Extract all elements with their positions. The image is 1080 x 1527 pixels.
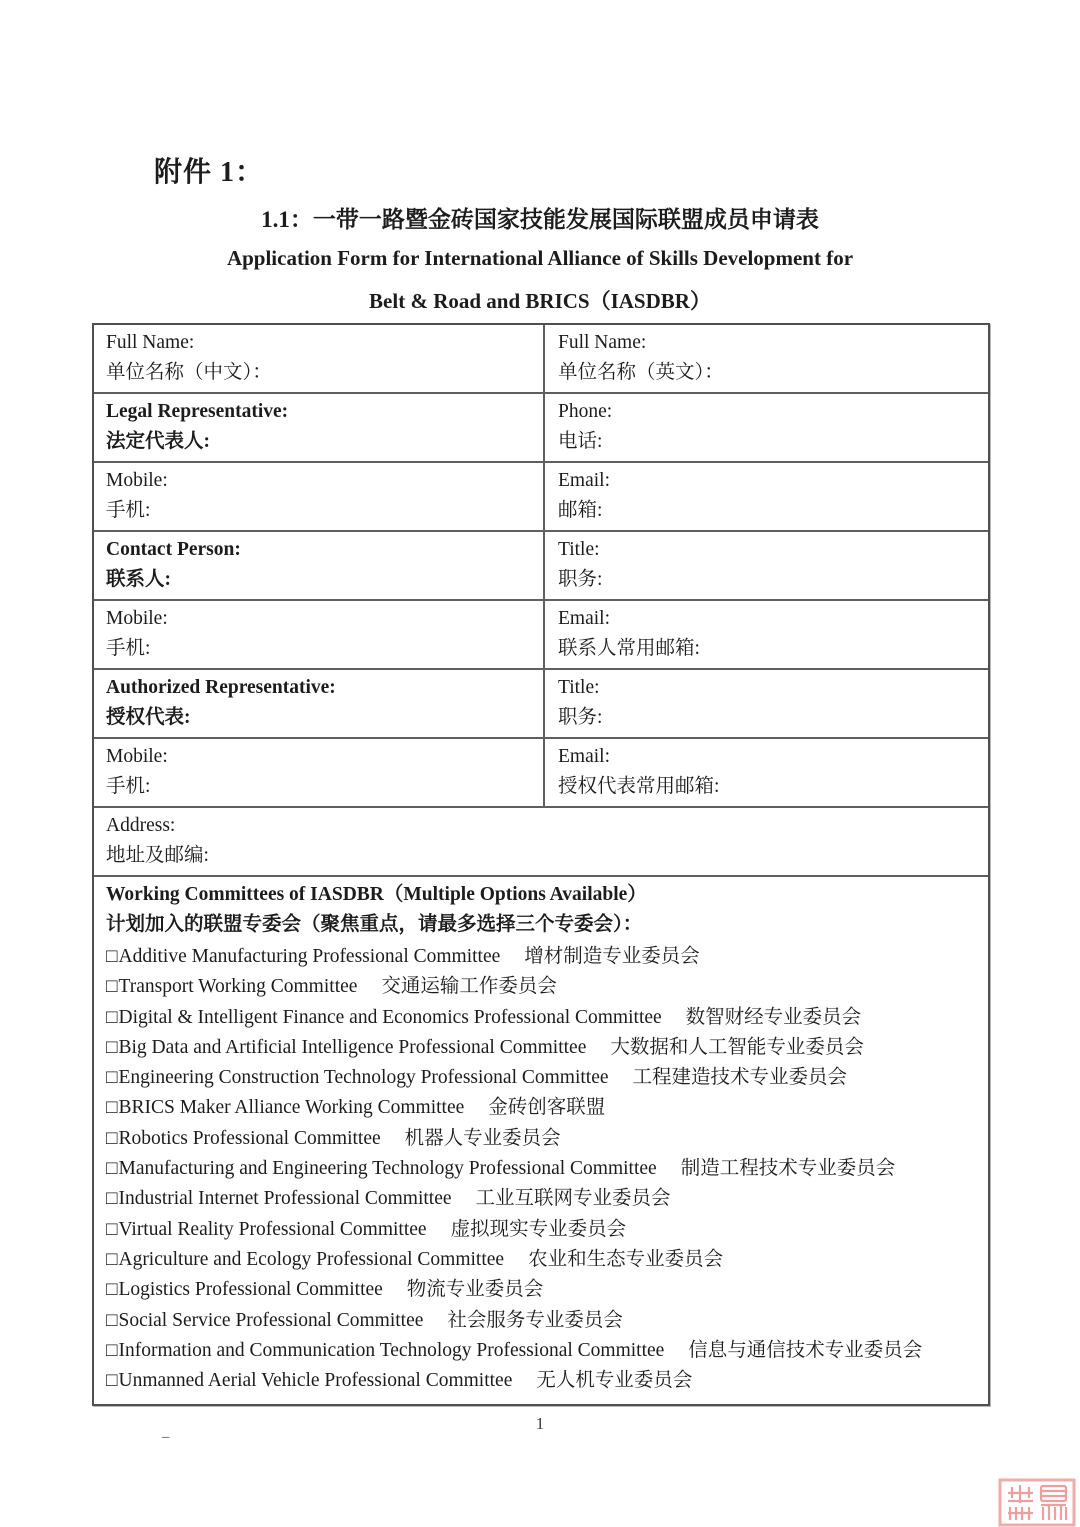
committee-label-cn: 无人机专业委员会 [536, 1370, 693, 1392]
committee-label-en: Social Service Professional Committee [118, 1309, 424, 1331]
field-label-en: Legal Representative: [106, 401, 289, 422]
form-cell-address [94, 808, 988, 875]
form-cell-contact-email [545, 601, 988, 668]
committee-option [106, 1215, 980, 1245]
committee-label-en: Engineering Construction Technology Professional Committee [118, 1067, 609, 1089]
committee-option [106, 1154, 980, 1184]
committee-option [106, 1063, 980, 1093]
checkbox-icon: □ [106, 946, 118, 967]
checkbox-icon: □ [106, 1036, 118, 1058]
committee-label-en: BRICS Maker Alliance Working Committee [118, 1097, 465, 1119]
field-label-cn: 手机: [106, 638, 151, 659]
committee-label-cn: 制造工程技术专业委员会 [680, 1158, 896, 1180]
checkbox-icon: □ [106, 1006, 118, 1028]
field-label-en: Address: [106, 815, 176, 836]
attachment-label: 附件 1： [154, 157, 265, 188]
field-label-en: Title: [558, 677, 600, 698]
checkbox-icon: □ [106, 1279, 118, 1301]
page-number: 1 [535, 1414, 545, 1433]
committee-option [106, 1336, 980, 1366]
checkbox-icon: □ [106, 1188, 118, 1210]
form-cell-contact-title [545, 532, 988, 599]
committee-label-cn: 工程建造技术专业委员会 [632, 1067, 848, 1089]
form-cell-authorized-title [545, 670, 988, 737]
field-label-cn: 联系人: [106, 569, 171, 590]
form-row-contact-person [94, 532, 988, 601]
form-cell-authorized-representative [94, 670, 545, 737]
form-row-committees [94, 877, 988, 1404]
committee-option [106, 1245, 980, 1275]
form-cell-email [545, 463, 988, 530]
form-row-full-name [94, 325, 988, 394]
form-row-contact-mobile-email [94, 601, 988, 670]
committee-label-en: Unmanned Aerial Vehicle Professional Committee [118, 1370, 513, 1392]
committee-option [106, 1093, 980, 1123]
footer-mark: _ [162, 1424, 170, 1440]
field-label-cn: 职务: [558, 569, 603, 590]
field-label-en: Mobile: [106, 470, 168, 491]
committee-label-en: Industrial Internet Professional Committee [118, 1188, 452, 1210]
checkbox-icon: □ [106, 1370, 118, 1392]
checkbox-icon: □ [106, 1127, 118, 1149]
committee-label-en: Robotics Professional Committee [118, 1127, 381, 1149]
field-label-cn: 手机: [106, 776, 151, 797]
committee-label-cn: 交通运输工作委员会 [381, 976, 557, 998]
committee-label-en: Manufacturing and Engineering Technology Professional Committee [118, 1158, 657, 1180]
committee-label-cn: 虚拟现实专业委员会 [450, 1218, 627, 1240]
checkbox-icon: □ [106, 1097, 118, 1119]
form-row-authorized-mobile-email [94, 739, 988, 808]
field-label-en: Email: [558, 608, 610, 629]
checkbox-icon: □ [106, 1309, 118, 1331]
committee-label-en: Transport Working Committee [118, 976, 358, 998]
committee-label-en: Logistics Professional Committee [118, 1279, 383, 1301]
committees-header-en: Working Committees of IASDBR（Multiple Options Available） [106, 884, 647, 905]
committee-option [106, 1366, 980, 1396]
committee-label-cn: 信息与通信技术专业委员会 [688, 1339, 923, 1361]
committee-option [106, 1003, 980, 1033]
committee-option [106, 1275, 980, 1305]
field-label-en: Email: [558, 470, 610, 491]
form-row-legal-mobile-email [94, 463, 988, 532]
field-label-en: Mobile: [106, 608, 168, 629]
field-label-en: Full Name: [106, 332, 195, 353]
field-label-cn: 手机: [106, 500, 151, 521]
form-cell-contact-mobile [94, 601, 545, 668]
form-cell-legal-representative [94, 394, 545, 461]
form-title-chinese: 1.1：一带一路暨金砖国家技能发展国际联盟成员申请表 [261, 207, 819, 232]
checkbox-icon: □ [106, 1339, 118, 1361]
committee-option [106, 1033, 980, 1063]
field-label-cn: 职务: [558, 707, 603, 728]
form-cell-mobile [94, 463, 545, 530]
checkbox-icon: □ [106, 1067, 118, 1089]
application-form-table [92, 323, 990, 1406]
form-cell-contact-person [94, 532, 545, 599]
committee-option [106, 1124, 980, 1154]
committees-list [106, 942, 980, 1396]
committees-section [94, 877, 988, 1404]
field-label-en: Phone: [558, 401, 613, 422]
field-label-cn: 地址及邮编: [106, 845, 209, 866]
field-label-en: Title: [558, 539, 600, 560]
committee-label-cn: 数智财经专业委员会 [685, 1006, 862, 1028]
committee-label-cn: 物流专业委员会 [406, 1279, 544, 1301]
form-row-authorized-representative [94, 670, 988, 739]
committee-option [106, 942, 980, 972]
form-row-address [94, 808, 988, 877]
field-label-cn: 单位名称（英文）： [558, 362, 724, 383]
field-label-en: Email: [558, 746, 610, 767]
form-cell-authorized-email [545, 739, 988, 806]
committee-label-cn: 大数据和人工智能专业委员会 [610, 1036, 864, 1058]
field-label-cn: 授权代表: [106, 707, 191, 728]
committee-label-en: Digital & Intelligent Finance and Economics Professional Committee [118, 1006, 662, 1028]
form-title-english-line2: Belt & Road and BRICS（IASDBR） [369, 289, 711, 313]
form-cell-phone [545, 394, 988, 461]
checkbox-icon: □ [106, 976, 118, 998]
form-cell-authorized-mobile [94, 739, 545, 806]
committee-label-en: Big Data and Artificial Intelligence Professional Committee [118, 1036, 587, 1058]
field-label-en: Mobile: [106, 746, 168, 767]
committee-option [106, 1306, 980, 1336]
committee-label-cn: 金砖创客联盟 [488, 1097, 606, 1119]
field-label-cn: 授权代表常用邮箱: [558, 776, 720, 797]
committee-option [106, 1184, 980, 1214]
committee-label-cn: 机器人专业委员会 [404, 1127, 561, 1149]
committee-option [106, 972, 980, 1002]
committee-label-cn: 社会服务专业委员会 [447, 1309, 623, 1331]
checkbox-icon: □ [106, 1158, 118, 1180]
committee-label-en: Additive Manufacturing Professional Committee [118, 946, 501, 967]
committee-label-cn: 工业互联网专业委员会 [475, 1188, 671, 1210]
committees-header-cn: 计划加入的联盟专委会（聚焦重点，请最多选择三个专委会）： [106, 914, 643, 935]
committee-label-cn: 增材制造专业委员会 [524, 946, 700, 967]
checkbox-icon: □ [106, 1218, 118, 1240]
field-label-cn: 单位名称（中文）： [106, 362, 272, 383]
field-label-en: Authorized Representative: [106, 677, 336, 698]
field-label-cn: 法定代表人: [106, 431, 210, 452]
field-label-cn: 联系人常用邮箱: [558, 638, 700, 659]
form-cell-full-name-en [545, 325, 988, 392]
field-label-en: Contact Person: [106, 539, 241, 560]
form-title-english-line1: Application Form for International Alliance of Skills Development for [226, 246, 854, 270]
committee-label-en: Agriculture and Ecology Professional Committee [118, 1248, 505, 1270]
committee-label-cn: 农业和生态专业委员会 [528, 1248, 724, 1270]
form-row-legal-representative [94, 394, 988, 463]
field-label-cn: 电话: [558, 431, 603, 452]
seal-watermark-icon [998, 1478, 1076, 1527]
field-label-cn: 邮箱: [558, 500, 603, 521]
checkbox-icon: □ [106, 1248, 118, 1270]
committee-label-en: Virtual Reality Professional Committee [118, 1218, 427, 1240]
field-label-en: Full Name: [558, 332, 647, 353]
form-cell-full-name-cn [94, 325, 545, 392]
committee-label-en: Information and Communication Technology Professional Committee [118, 1339, 665, 1361]
